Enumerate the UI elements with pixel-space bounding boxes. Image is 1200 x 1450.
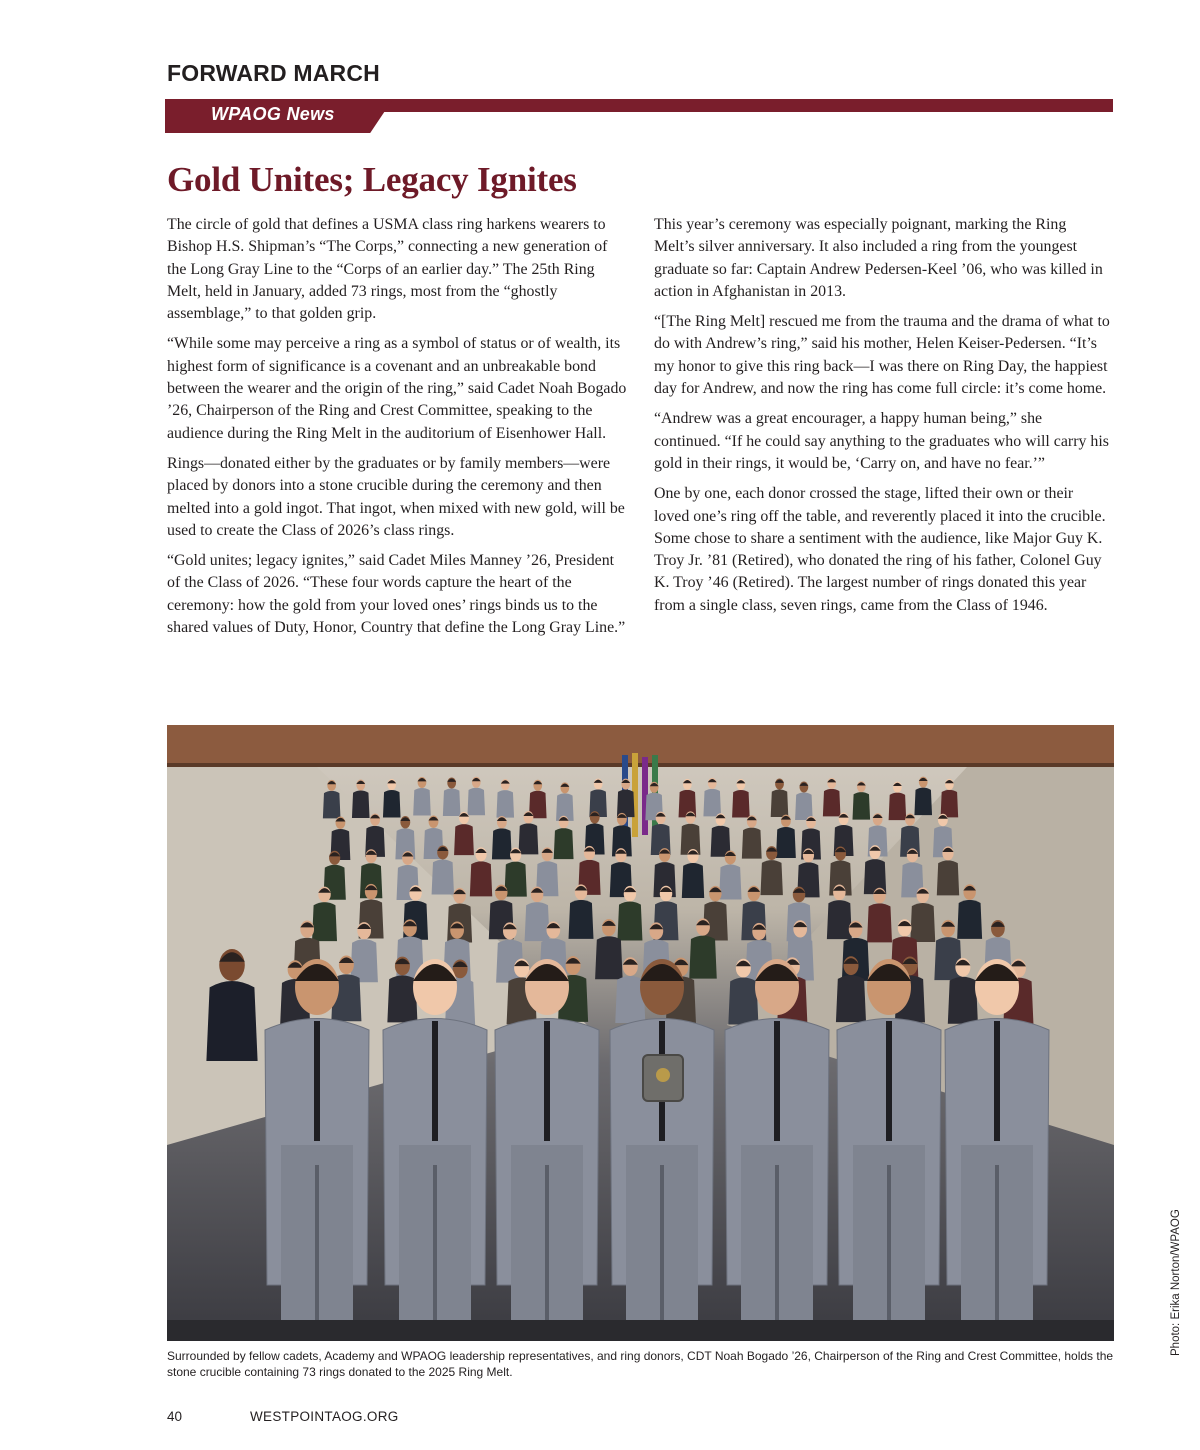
banner-label: WPAOG News [211, 104, 335, 124]
section-label: FORWARD MARCH [167, 60, 380, 86]
article-paragraph: “While some may perceive a ring as a symbol of status or of wealth, its highest form of significance is a covenant and an unbreakable bond between the wearer and the origin of the ring,” said Cadet Noah Bogado ’26, Chairperson of the Ring and Crest Committee, speaking to the audience during the Ring Melt in the auditorium of Eisenhower Hall. [167, 335, 627, 442]
article-paragraph: “Andrew was a great encourager, a happy human being,” she continued. “If he could say anything to the graduates who will carry his gold in their rings, it would be, ‘Carry on, and have no fear.’” [654, 410, 1109, 472]
article-paragraph: This year’s ceremony was especially poignant, marking the Ring Melt’s silver anniversary. It also included a ring from the youngest graduate so far: Captain Andrew Pedersen-Keel ’06, who was killed in action in Afghanistan in 2013. [654, 216, 1103, 300]
article-paragraph: Rings—donated either by the graduates or by family members—were placed by donors into a stone crucible during the ceremony and then melted into a gold ingot. That ingot, when mixed with new gold, will be used to create the Class of 2026’s class rings. [167, 454, 625, 539]
article-headline: Gold Unites; Legacy Ignites [167, 160, 577, 199]
article-paragraph: “Gold unites; legacy ignites,” said Cadet Miles Manney ’26, President of the Class of 2026. “These four words capture the heart of the ceremony: how the gold from your loved ones’ rings binds us to the shared values of Duty, Honor, Country that define the Long Gray Line.” [167, 552, 626, 637]
crucible-seal [656, 1068, 670, 1082]
group-photo-illustration [167, 725, 1114, 1341]
article-paragraph: One by one, each donor crossed the stage, lifted their own or their loved one’s ring off the table, and reverently placed it into the crucible. Some chose to share a sentiment with the audience, like Major Guy K. Troy Jr. ’81 (Retired), who donated the ring of his father, Colonel Guy K. Troy ’46 (Retired). The largest number of rings donated this year from a single class, seven rings, came from the Class of 1946. [654, 485, 1106, 614]
article-column-left [167, 214, 627, 647]
page-number: 40 [167, 1409, 183, 1424]
article-column-right [654, 214, 1110, 625]
photo-credit: Photo: Erika Norton/WPAOG [1170, 1209, 1182, 1356]
group-photo [167, 725, 1114, 1341]
site-url: WESTPOINTAOG.ORG [250, 1409, 399, 1424]
article-paragraph: “[The Ring Melt] rescued me from the trauma and the drama of what to do with Andrew’s ring,” said his mother, Helen Keiser-Pedersen. “It’s my honor to give this ring back—I was there on Ring Day, the happiest day for Andrew, and now the ring has come full circle: it’s come home. [654, 313, 1110, 398]
photo-caption: Surrounded by fellow cadets, Academy and WPAOG leadership representatives, and ring donors, CDT Noah Bogado ’26, Chairperson of the Ring and Crest Committee, holds the stone crucible containing 73 rings donated to the 2025 Ring Melt. [167, 1349, 1114, 1379]
article-paragraph: The circle of gold that defines a USMA class ring harkens wearers to Bishop H.S. Shipman’s “The Corps,” connecting a new generation of the Long Gray Line to the “Corps of an earlier day.” The 25th Ring Melt, held in January, added 73 rings, most from the “ghostly assemblage,” to that golden grip. [167, 216, 608, 323]
